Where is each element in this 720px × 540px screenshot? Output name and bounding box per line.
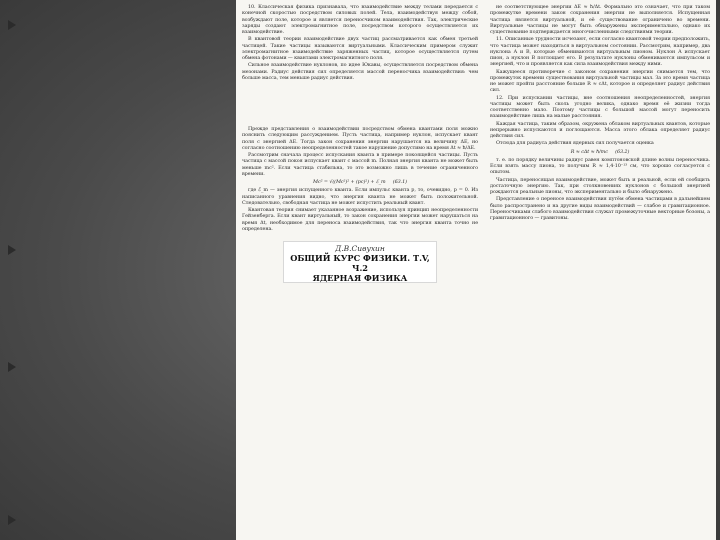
paragraph: Квантовая теория снимает указанное возражение, используя принцип неопределенности Гейзенберга. Если квант виртуальный, то закон сохранения энергии может нарушаться на время Δt, необходимое для переноса взаимодействия, так что энергия кванта точно не определена. <box>242 207 478 232</box>
book-author: Д.В.Сивухин <box>335 244 385 253</box>
book-title-box <box>283 241 437 283</box>
paragraph: Рассмотрим сначала процесс испускания кванта в примере покоящейся частицы. Пусть частица с массой покоя испускает квант с массой m. Полная энергия кванта не может быть меньше mc². Если частица стабильна, то это возможно лишь в течение ограниченного времени. <box>242 152 478 177</box>
paragraph: Сильное взаимодействие нуклонов, по идее Юкавы, осуществляется посредством обмена мезонами. Радиус действия сил определяется массой переносчика взаимодействия: чем больше масса, тем меньше радиус действия. <box>242 62 478 81</box>
page-text-right <box>490 4 710 536</box>
paragraph: В квантовой теории взаимодействие двух частиц рассматривается как обмен третьей частицей. Такие частицы называются виртуальными. Классическим примером служит электромагнитное взаимодействие заряженных частиц, которое осуществляется путем обмена фотонами — квантами электромагнитного поля. <box>242 36 478 61</box>
bullet-column <box>0 0 24 540</box>
paragraph: Представление о переносе взаимодействия путём обмена частицами в дальнейшем было распространено и на другие виды взаимодействий — слабое и гравитационное. Переносчиками слабого взаимодействия служат промежуточные векторные бозоны, а гравитационного — гравитоны. <box>490 196 710 221</box>
paragraph: 11. Описанные трудности исчезают, если согласно квантовой теории предположить, что частица может находиться в виртуальном состоянии. Рассмотрим, например, два нуклона A и B, которые обмениваются виртуальным пионом. Нуклон A испускает пион, а нуклон B поглощает его. В результате нуклоны обмениваются импульсом и энергией, что и проявляется как сила взаимодействия между ними. <box>490 36 710 68</box>
paragraph: Прежде представления о взаимодействии посредством обмена квантами поля можно пояснить следующим рассуждением. Пусть частица, например нуклон, испускает квант поля с энергией ΔE. Тогда закон сохранения энергии нарушается на величину ΔE, но согласно соотношению неопределенностей такое нарушение допустимо на время Δt ≈ ħ/ΔE. <box>242 126 478 151</box>
arrow-bullet-icon <box>8 245 16 255</box>
paragraph: т. е. по порядку величины радиус равен комптоновской длине волны переносчика. Если взять массу пиона, то получим R ≈ 1,4·10⁻¹³ см, что хорошо согласуется с опытом. <box>490 156 710 176</box>
equation-number: (63.2) <box>615 148 630 155</box>
scanned-page-right <box>484 0 716 540</box>
book-title-line1: ОБЩИЙ КУРС ФИЗИКИ. Т.V, Ч.2 <box>290 253 430 273</box>
arrow-bullet-icon <box>8 515 16 525</box>
paragraph: 12. При испускании частицы, вне соотношения неопределенностей, энергия частицы может быть сколь угодно велика, однако время её жизни тогда соответственно мало. Поэтому частицы с большой массой могут переносить взаимодействие лишь на малые расстояния. <box>490 94 710 120</box>
equation <box>242 179 478 185</box>
equation-body: R ≈ cΔt ≈ ħ/mc <box>570 148 608 155</box>
arrow-bullet-icon <box>8 20 16 30</box>
paragraph: не соответствующее энергии ΔE ≈ ħ/Δt. Формально это означает, что при таком промежутке времени закон сохранения энергии не выполняется. Испущенная частица является виртуальной, и её существование ограничено во времени. Виртуальные частицы не могут быть обнаружены экспериментально, однако их существование подтверждается многочисленными следствиями теории. <box>490 4 710 35</box>
paragraph: Кажущееся противоречие с законом сохранения энергии снимается тем, что промежуток времени существования виртуальной частицы мал. За это время частица не может пройти расстояние больше R ≈ cΔt, которое и определяет радиус действия сил. <box>490 68 710 94</box>
book-title-line2: ЯДЕРНАЯ ФИЗИКА <box>312 273 408 283</box>
paragraph: Частица, переносящая взаимодействие, может быть и реальной, если ей сообщить достаточную энергию. Так, при столкновениях нуклонов с большой энергией рождаются реальные пионы, что экспериментально и было обнаружено. <box>490 176 710 195</box>
arrow-bullet-icon <box>8 362 16 372</box>
paragraph: Отсюда для радиуса действия ядерных сил получается оценка <box>496 140 654 147</box>
paragraph: 10. Классическая физика признавала, что взаимодействие между телами передается с конечной скоростью посредством силовых полей. Тела, взаимодействуя между собой, возбуждают поле, которое и является переносчиком взаимодействия. Так, электрические заряды создают электромагнитное поле, посредством которого осуществляется их взаимодействие. <box>242 4 478 35</box>
title-overlay-gap <box>242 82 478 126</box>
paragraph: где ℰ_m — энергия испущенного кванта. Если импульс кванта p, то, очевидно, p = 0. Из написанного уравнения видно, что энергия кванта не может быть положительной. Следовательно, свободная частица не может испустить реальный квант. <box>242 187 478 206</box>
equation-number: (63.1) <box>392 179 407 185</box>
equation <box>490 149 710 155</box>
paragraph: Каждая частица, таким образом, окружена облаком виртуальных квантов, которые непрерывно испускаются и поглощаются. Масса этого облака определяет радиус действия сил. <box>490 120 710 139</box>
equation-body: Mc² = √((Mc²)² + (pc)²) + ℰ_m <box>313 179 386 185</box>
